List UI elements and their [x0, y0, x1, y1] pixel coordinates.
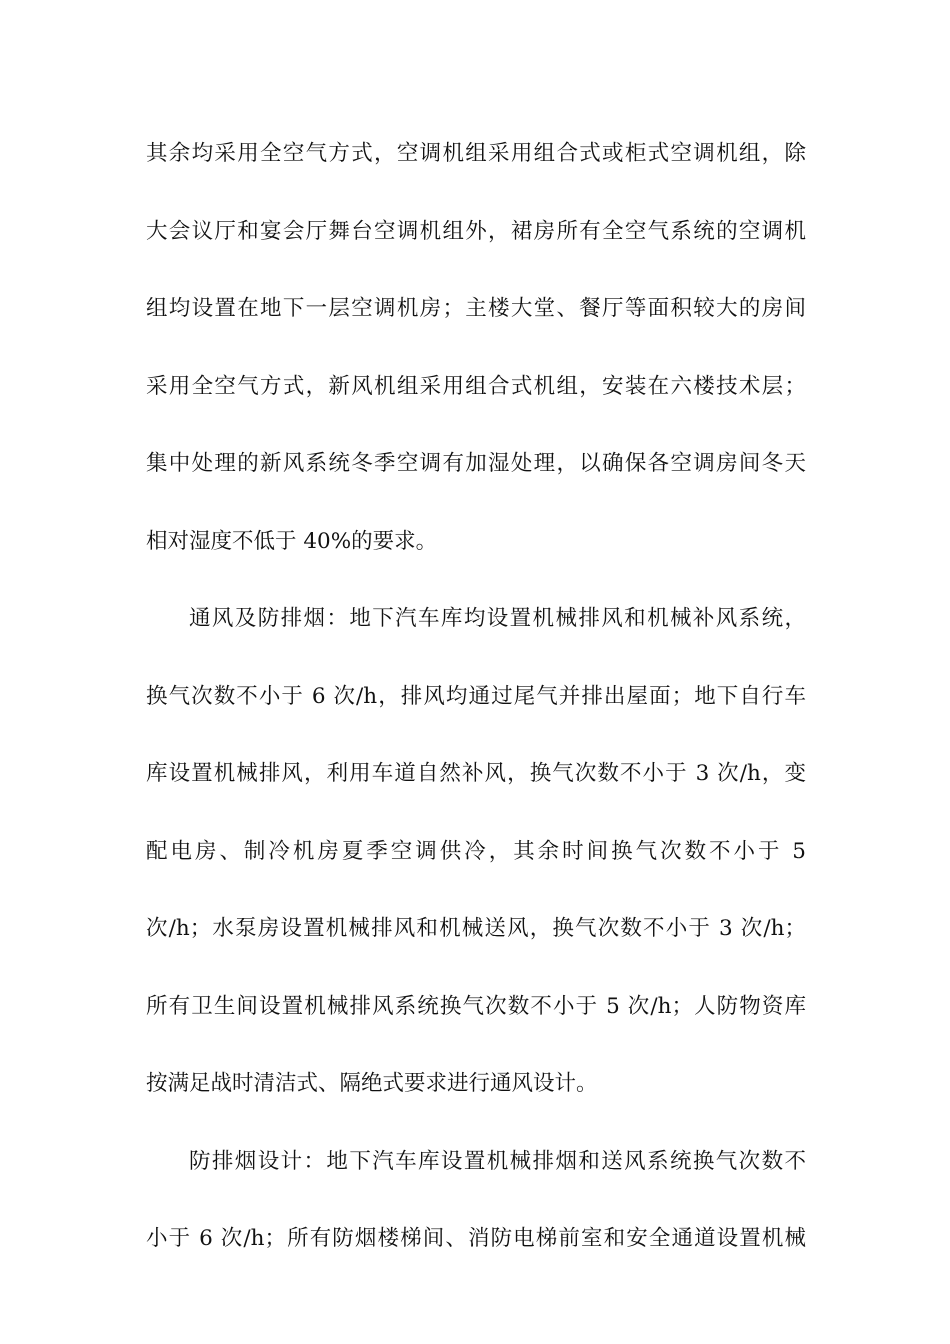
- text-line: 相对湿度不低于 40%的要求。: [146, 528, 438, 554]
- text-line: 按满足战时清洁式、隔绝式要求进行通风设计。: [146, 1071, 598, 1096]
- text-line: 大会议厅和宴会厅舞台空调机组外，裙房所有全空气系统的空调机: [146, 218, 806, 244]
- text-line: 换气次数不小于 6 次/h，排风均通过尾气并排出屋面；地下自行车: [146, 683, 806, 709]
- text-line: 采用全空气方式，新风机组采用组合式机组，安装在六楼技术层；: [146, 373, 806, 399]
- text-line: 通风及防排烟：地下汽车库均设置机械排风和机械补风系统，: [189, 606, 806, 631]
- text-line: 库设置机械排风，利用车道自然补风，换气次数不小于 3 次/h，变: [146, 761, 806, 786]
- text-line: 小于 6 次/h；所有防烟楼梯间、消防电梯前室和安全通道设置机械: [146, 1226, 806, 1251]
- body-text: [146, 128, 806, 1291]
- text-line: 次/h；水泵房设置机械排风和机械送风，换气次数不小于 3 次/h；: [146, 916, 806, 941]
- text-line: 其余均采用全空气方式，空调机组采用组合式或柜式空调机组，除: [146, 141, 806, 166]
- text-line: 所有卫生间设置机械排风系统换气次数不小于 5 次/h；人防物资库: [146, 993, 806, 1019]
- text-line: 配电房、制冷机房夏季空调供冷，其余时间换气次数不小于 5: [146, 838, 806, 864]
- text-line: 防排烟设计：地下汽车库设置机械排烟和送风系统换气次数不: [189, 1148, 806, 1174]
- text-line: 集中处理的新风系统冬季空调有加湿处理，以确保各空调房间冬天: [146, 451, 806, 476]
- text-line: 组均设置在地下一层空调机房；主楼大堂、餐厅等面积较大的房间: [146, 296, 806, 321]
